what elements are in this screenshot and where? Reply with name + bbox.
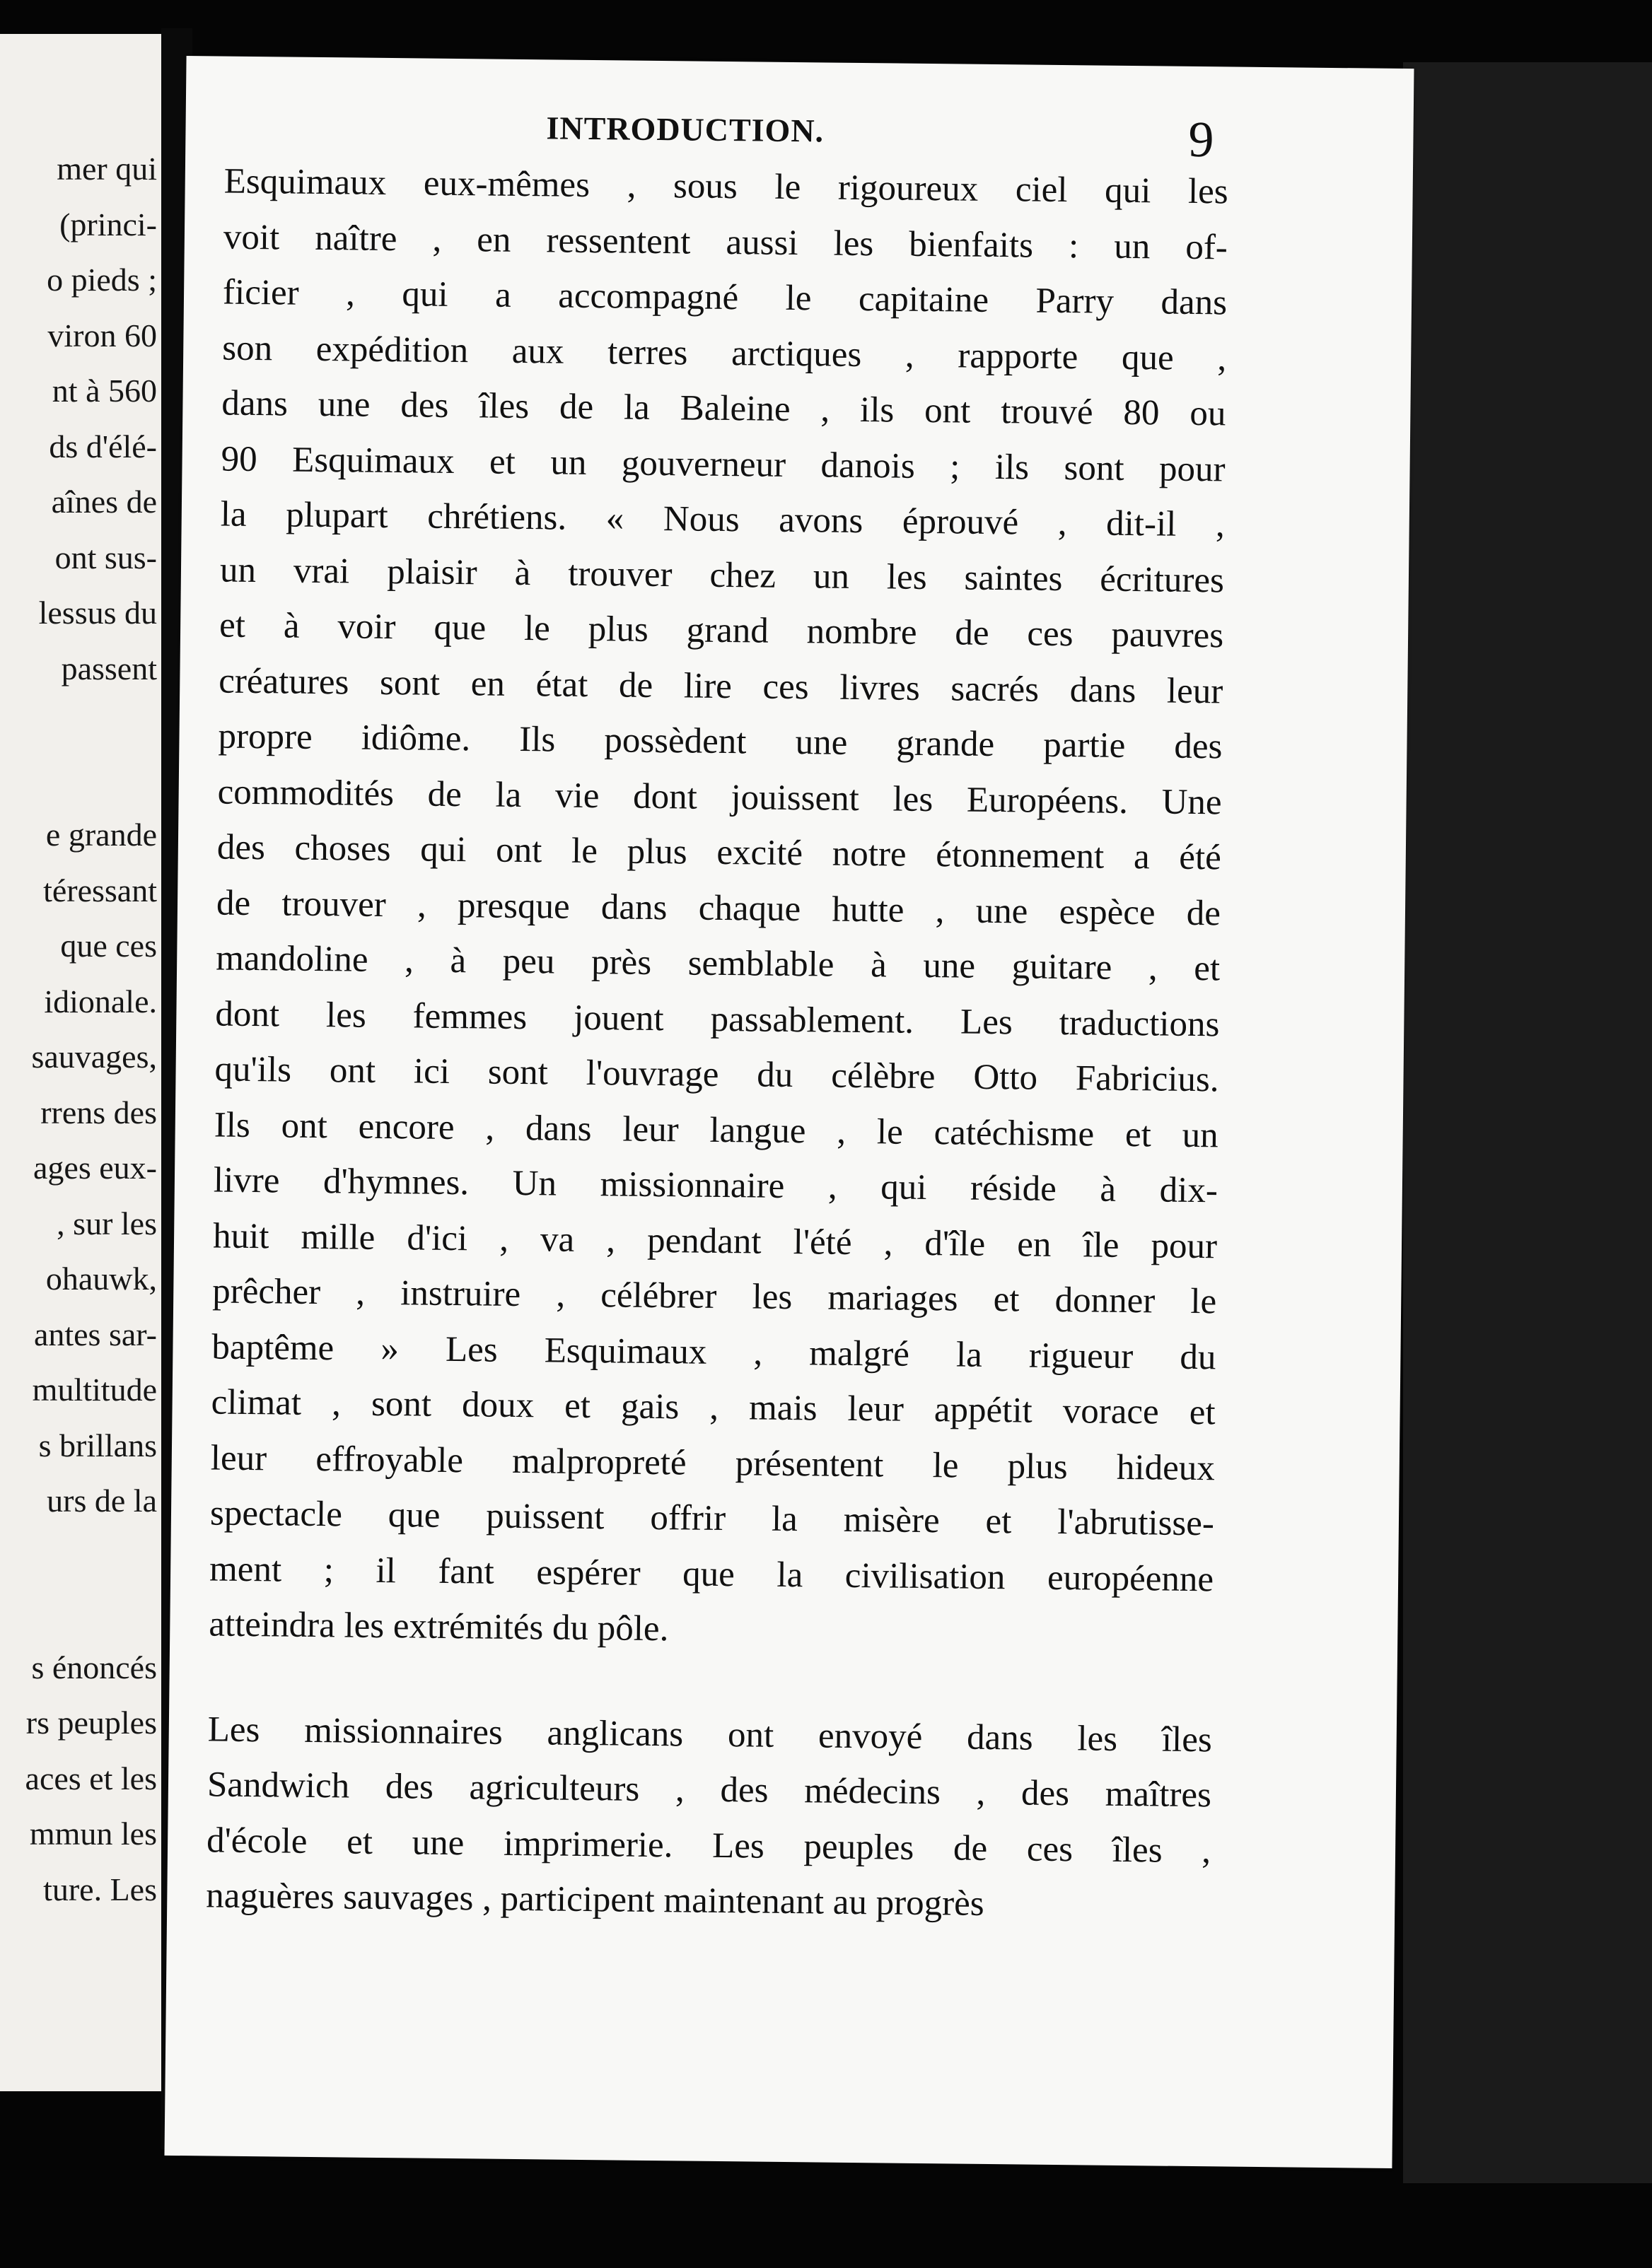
text-line: voit naître , en ressentent aussi les bienfaits : un of- — [223, 217, 1228, 267]
text-line: la plupart chrétiens. « Nous avons éprouvé , dit-il , — [220, 494, 1226, 545]
text-line: climat , sont doux et gais , mais leur appétit vorace et — [211, 1382, 1216, 1433]
left-page-line: (princi- — [59, 206, 157, 242]
text-line: créatures sont en état de lire ces livres sacrés dans leur — [219, 661, 1223, 711]
text-line: mandoline , à peu près semblable à une guitare , et — [215, 938, 1221, 989]
text-line: 90 Esquimaux et un gouverneur danois ; ils sont pour — [221, 439, 1226, 489]
text-line: ment ; il fant espérer que la civilisation européenne — [209, 1548, 1214, 1599]
left-page-line: , sur les — [57, 1205, 157, 1241]
left-page-line: ages eux- — [33, 1150, 157, 1186]
text-line: spectacle que puissent offrir la misère et l'abrutisse- — [209, 1493, 1215, 1544]
text-line: de trouver , presque dans chaque hutte , une espèce de — [216, 883, 1221, 933]
text-line: huit mille d'ici , va , pendant l'été , d'île en île pour — [212, 1215, 1218, 1266]
text-line: dans une des îles de la Baleine , ils ont trouvé 80 ou — [221, 383, 1226, 434]
text-line: des choses qui ont le plus excité notre étonnement a été — [216, 827, 1222, 878]
scan-background — [1403, 62, 1652, 2183]
left-page-line: multitude — [32, 1372, 157, 1408]
left-page-line: que ces — [60, 928, 157, 964]
body-text — [206, 154, 1228, 1934]
left-page-line: rs peuples — [25, 1705, 157, 1741]
left-page-line: lessus du — [38, 595, 157, 631]
text-line: son expédition aux terres arctiques , rapporte que , — [221, 328, 1227, 378]
text-line: baptême » Les Esquimaux , malgré la rigueur du — [211, 1326, 1216, 1377]
left-page-line: ture. Les — [43, 1871, 157, 1907]
left-page-line: nt à 560 — [52, 373, 157, 409]
left-page-line: sauvages, — [31, 1039, 157, 1075]
text-line: livre d'hymnes. Un missionnaire , qui réside à dix- — [213, 1160, 1218, 1211]
left-page-line: rrens des — [40, 1094, 157, 1130]
left-page-line: ont sus- — [54, 539, 157, 575]
page-number: 9 — [1188, 110, 1214, 168]
text-line: d'école et une imprimerie. Les peuples de ces îles , — [206, 1820, 1211, 1871]
left-page-line: s énoncés — [31, 1649, 157, 1685]
left-page-fragment — [0, 34, 161, 2091]
text-line: Sandwich des agriculteurs , des médecins , des maîtres — [206, 1765, 1212, 1816]
left-page-line: ds d'élé- — [49, 428, 157, 464]
left-page-line: urs de la — [47, 1483, 157, 1519]
text-line: atteindra les extrémités du pôle. — [209, 1604, 669, 1649]
left-page-line: aînes de — [51, 484, 157, 520]
text-line: qu'ils ont ici sont l'ouvrage du célèbre Otto Fabricius. — [214, 1049, 1219, 1100]
text-line: Esquimaux eux-mêmes , sous le rigoureux ciel qui les — [223, 161, 1228, 212]
text-line: et à voir que le plus grand nombre de ces pauvres — [219, 605, 1224, 656]
left-page-line: idionale. — [44, 983, 157, 1019]
text-line: naguères sauvages , participent maintenant au progrès — [206, 1876, 984, 1924]
text-line: commodités de la vie dont jouissent les Européens. Une — [217, 772, 1222, 822]
left-page-line: e grande — [45, 817, 157, 853]
text-line: ficier , qui a accompagné le capitaine Parry dans — [222, 272, 1228, 323]
left-page-line: aces et les — [25, 1760, 157, 1796]
right-page — [164, 56, 1414, 2168]
left-page-line: s brillans — [38, 1427, 157, 1463]
left-page-line: mmun les — [29, 1816, 157, 1852]
left-page-line: passent — [61, 650, 157, 686]
text-line: leur effroyable malpropreté présentent le plus hideux — [210, 1437, 1216, 1488]
text-line: dont les femmes jouent passablement. Les traductions — [215, 993, 1220, 1044]
text-line: un vrai plaisir à trouver chez un les saintes écritures — [219, 550, 1225, 600]
left-page-line: antes sar- — [33, 1316, 157, 1352]
left-page-line: viron 60 — [47, 317, 157, 353]
left-page-line: ohauwk, — [45, 1261, 157, 1297]
left-page-line: mer qui — [57, 151, 157, 187]
text-line: Ils ont encore , dans leur langue , le catéchisme et un — [214, 1104, 1218, 1155]
paragraph — [209, 154, 1228, 1663]
left-page-line: téressant — [43, 872, 157, 908]
left-page-line: o pieds ; — [47, 262, 157, 298]
paragraph — [206, 1702, 1212, 1934]
text-line: Les missionnaires anglicans ont envoyé dans les îles — [207, 1709, 1213, 1760]
text-line: propre idiôme. Ils possèdent une grande partie des — [218, 716, 1223, 767]
text-line: prêcher , instruire , célébrer les mariages et donner le — [212, 1271, 1217, 1322]
running-title: INTRODUCTION. — [546, 110, 825, 149]
